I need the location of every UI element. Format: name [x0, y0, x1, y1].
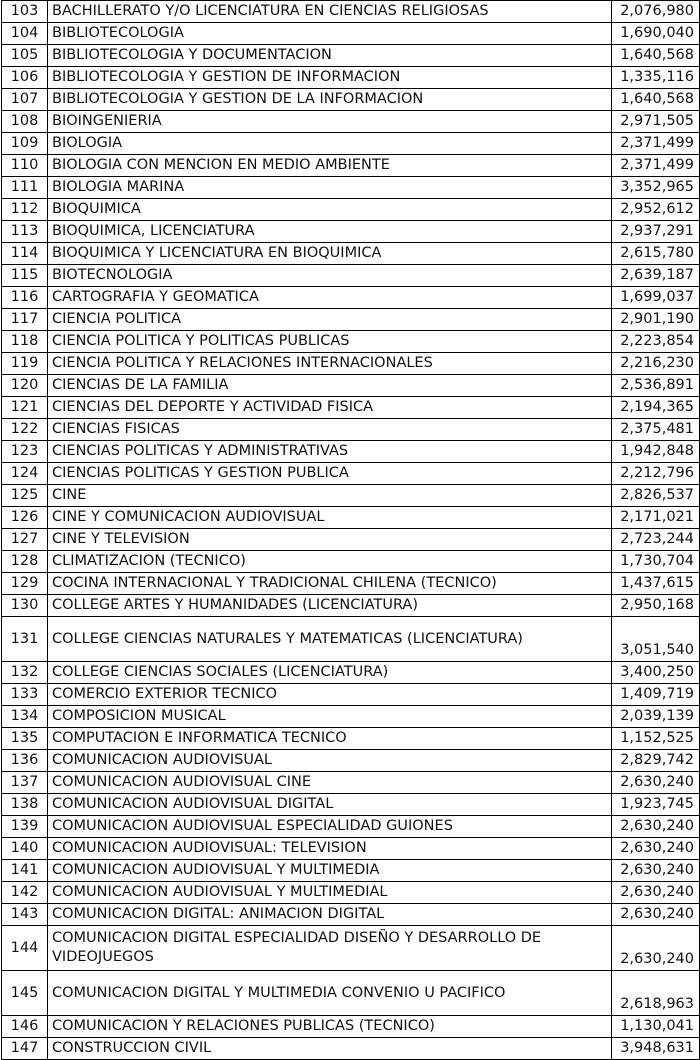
table-row — [2, 309, 700, 331]
program-name-cell: COCINA INTERNACIONAL Y TRADICIONAL CHILENA (TECNICO) — [48, 573, 612, 595]
table-row — [2, 1038, 700, 1060]
table-row — [2, 882, 700, 904]
table-row — [2, 904, 700, 926]
table-row — [2, 971, 700, 1016]
amount-cell: 1,640,568 — [612, 89, 700, 111]
table-row — [2, 331, 700, 353]
table-row — [2, 750, 700, 772]
row-number-cell: 132 — [2, 662, 48, 684]
table-row — [2, 177, 700, 199]
row-number-cell: 128 — [2, 551, 48, 573]
row-number-cell: 137 — [2, 772, 48, 794]
amount-cell: 1,730,704 — [612, 551, 700, 573]
program-name-cell: COMERCIO EXTERIOR TECNICO — [48, 684, 612, 706]
amount-cell: 3,948,631 — [612, 1038, 700, 1060]
table-row — [2, 794, 700, 816]
program-name-cell: COMUNICACION Y RELACIONES PUBLICAS (TECNICO) — [48, 1016, 612, 1038]
row-number-cell: 144 — [2, 926, 48, 971]
amount-cell: 1,152,525 — [612, 728, 700, 750]
row-number-cell: 140 — [2, 838, 48, 860]
program-name-cell: COMUNICACION AUDIOVISUAL Y MULTIMEDIA — [48, 860, 612, 882]
table-row — [2, 441, 700, 463]
amount-cell: 2,212,796 — [612, 463, 700, 485]
amount-cell: 2,216,230 — [612, 353, 700, 375]
table-row — [2, 463, 700, 485]
row-number-cell: 103 — [2, 1, 48, 23]
program-name-cell: COMUNICACION AUDIOVISUAL Y MULTIMEDIAL — [48, 882, 612, 904]
amount-cell: 1,130,041 — [612, 1016, 700, 1038]
amount-cell: 2,375,481 — [612, 419, 700, 441]
program-name-cell: CIENCIAS FISICAS — [48, 419, 612, 441]
amount-cell: 2,630,240 — [612, 882, 700, 904]
row-number-cell: 146 — [2, 1016, 48, 1038]
amount-cell: 1,699,037 — [612, 287, 700, 309]
table-row — [2, 684, 700, 706]
table-row — [2, 573, 700, 595]
row-number-cell: 110 — [2, 155, 48, 177]
careers-table — [1, 0, 700, 1060]
row-number-cell: 130 — [2, 595, 48, 617]
row-number-cell: 126 — [2, 507, 48, 529]
table-row — [2, 155, 700, 177]
table-row — [2, 67, 700, 89]
table-row — [2, 133, 700, 155]
row-number-cell: 145 — [2, 971, 48, 1016]
program-name-cell: COMUNICACION DIGITAL ESPECIALIDAD DISEÑO Y DESARROLLO DE VIDEOJUEGOS — [48, 926, 612, 971]
program-name-cell: BIBLIOTECOLOGIA Y GESTION DE LA INFORMACION — [48, 89, 612, 111]
program-name-cell: BIBLIOTECOLOGIA Y GESTION DE INFORMACION — [48, 67, 612, 89]
amount-cell: 2,039,139 — [612, 706, 700, 728]
row-number-cell: 104 — [2, 23, 48, 45]
table-row — [2, 617, 700, 662]
program-name-cell: BIOLOGIA CON MENCION EN MEDIO AMBIENTE — [48, 155, 612, 177]
row-number-cell: 127 — [2, 529, 48, 551]
program-name-cell: CLIMATIZACION (TECNICO) — [48, 551, 612, 573]
amount-cell: 2,630,240 — [612, 816, 700, 838]
program-name-cell: BIOQUIMICA — [48, 199, 612, 221]
program-name-cell: BIOQUIMICA, LICENCIATURA — [48, 221, 612, 243]
amount-cell: 2,630,240 — [612, 838, 700, 860]
row-number-cell: 119 — [2, 353, 48, 375]
row-number-cell: 122 — [2, 419, 48, 441]
amount-cell: 2,639,187 — [612, 265, 700, 287]
amount-cell: 2,630,240 — [612, 772, 700, 794]
row-number-cell: 116 — [2, 287, 48, 309]
table-row — [2, 926, 700, 971]
row-number-cell: 109 — [2, 133, 48, 155]
amount-cell: 2,971,505 — [612, 111, 700, 133]
table-row — [2, 1016, 700, 1038]
program-name-cell: COLLEGE ARTES Y HUMANIDADES (LICENCIATURA) — [48, 595, 612, 617]
amount-cell: 3,400,250 — [612, 662, 700, 684]
amount-cell: 1,942,848 — [612, 441, 700, 463]
row-number-cell: 114 — [2, 243, 48, 265]
amount-cell: 1,923,745 — [612, 794, 700, 816]
row-number-cell: 111 — [2, 177, 48, 199]
program-name-cell: CIENCIAS DE LA FAMILIA — [48, 375, 612, 397]
program-name-cell: COMUNICACION DIGITAL: ANIMACION DIGITAL — [48, 904, 612, 926]
row-number-cell: 106 — [2, 67, 48, 89]
program-name-cell: BIBLIOTECOLOGIA — [48, 23, 612, 45]
program-name-cell: BIBLIOTECOLOGIA Y DOCUMENTACION — [48, 45, 612, 67]
row-number-cell: 147 — [2, 1038, 48, 1060]
table-row — [2, 485, 700, 507]
table-row — [2, 595, 700, 617]
program-name-cell: COMUNICACION AUDIOVISUAL DIGITAL — [48, 794, 612, 816]
row-number-cell: 141 — [2, 860, 48, 882]
table-row — [2, 860, 700, 882]
program-name-cell: CIENCIA POLITICA Y RELACIONES INTERNACIONALES — [48, 353, 612, 375]
row-number-cell: 124 — [2, 463, 48, 485]
row-number-cell: 143 — [2, 904, 48, 926]
table-row — [2, 45, 700, 67]
program-name-cell: CIENCIA POLITICA Y POLITICAS PUBLICAS — [48, 331, 612, 353]
table-row — [2, 1, 700, 23]
row-number-cell: 142 — [2, 882, 48, 904]
amount-cell: 2,371,499 — [612, 133, 700, 155]
row-number-cell: 131 — [2, 617, 48, 662]
table-row — [2, 287, 700, 309]
table-row — [2, 728, 700, 750]
table-row — [2, 375, 700, 397]
row-number-cell: 136 — [2, 750, 48, 772]
amount-cell: 2,829,742 — [612, 750, 700, 772]
row-number-cell: 123 — [2, 441, 48, 463]
program-name-cell: BIOINGENIERIA — [48, 111, 612, 133]
amount-cell: 1,437,615 — [612, 573, 700, 595]
amount-cell: 2,223,854 — [612, 331, 700, 353]
amount-cell: 2,618,963 — [612, 971, 700, 1016]
table-row — [2, 243, 700, 265]
row-number-cell: 120 — [2, 375, 48, 397]
program-name-cell: CINE Y COMUNICACION AUDIOVISUAL — [48, 507, 612, 529]
row-number-cell: 112 — [2, 199, 48, 221]
table-row — [2, 89, 700, 111]
table-row — [2, 111, 700, 133]
amount-cell: 2,615,780 — [612, 243, 700, 265]
table-row — [2, 529, 700, 551]
amount-cell: 3,051,540 — [612, 617, 700, 662]
amount-cell: 2,371,499 — [612, 155, 700, 177]
amount-cell: 1,335,116 — [612, 67, 700, 89]
amount-cell: 2,901,190 — [612, 309, 700, 331]
amount-cell: 1,690,040 — [612, 23, 700, 45]
amount-cell: 2,937,291 — [612, 221, 700, 243]
program-name-cell: COMUNICACION AUDIOVISUAL — [48, 750, 612, 772]
amount-cell: 1,640,568 — [612, 45, 700, 67]
program-name-cell: CINE Y TELEVISION — [48, 529, 612, 551]
amount-cell: 2,630,240 — [612, 860, 700, 882]
amount-cell: 2,076,980 — [612, 1, 700, 23]
row-number-cell: 133 — [2, 684, 48, 706]
program-name-cell: CONSTRUCCION CIVIL — [48, 1038, 612, 1060]
row-number-cell: 107 — [2, 89, 48, 111]
program-name-cell: COMUNICACION AUDIOVISUAL CINE — [48, 772, 612, 794]
program-name-cell: COMUNICACION AUDIOVISUAL: TELEVISION — [48, 838, 612, 860]
program-name-cell: COLLEGE CIENCIAS NATURALES Y MATEMATICAS (LICENCIATURA) — [48, 617, 612, 662]
amount-cell: 2,171,021 — [612, 507, 700, 529]
amount-cell: 2,826,537 — [612, 485, 700, 507]
program-name-cell: CARTOGRAFIA Y GEOMATICA — [48, 287, 612, 309]
row-number-cell: 115 — [2, 265, 48, 287]
table-row — [2, 507, 700, 529]
row-number-cell: 129 — [2, 573, 48, 595]
program-name-cell: CIENCIAS DEL DEPORTE Y ACTIVIDAD FISICA — [48, 397, 612, 419]
program-name-cell: CIENCIAS POLITICAS Y GESTION PUBLICA — [48, 463, 612, 485]
amount-cell: 2,194,365 — [612, 397, 700, 419]
row-number-cell: 138 — [2, 794, 48, 816]
table-row — [2, 816, 700, 838]
row-number-cell: 125 — [2, 485, 48, 507]
program-name-cell: BIOLOGIA — [48, 133, 612, 155]
amount-cell: 2,950,168 — [612, 595, 700, 617]
table-row — [2, 662, 700, 684]
row-number-cell: 134 — [2, 706, 48, 728]
row-number-cell: 121 — [2, 397, 48, 419]
row-number-cell: 135 — [2, 728, 48, 750]
program-name-cell: COMPUTACION E INFORMATICA TECNICO — [48, 728, 612, 750]
row-number-cell: 118 — [2, 331, 48, 353]
amount-cell: 2,630,240 — [612, 904, 700, 926]
program-name-cell: BIOLOGIA MARINA — [48, 177, 612, 199]
table-row — [2, 23, 700, 45]
program-name-cell: CIENCIAS POLITICAS Y ADMINISTRATIVAS — [48, 441, 612, 463]
table-row — [2, 353, 700, 375]
amount-cell: 3,352,965 — [612, 177, 700, 199]
program-name-cell: COMPOSICION MUSICAL — [48, 706, 612, 728]
careers-table-body — [2, 1, 700, 1060]
table-row — [2, 419, 700, 441]
table-row — [2, 397, 700, 419]
amount-cell: 2,536,891 — [612, 375, 700, 397]
row-number-cell: 113 — [2, 221, 48, 243]
amount-cell: 2,630,240 — [612, 926, 700, 971]
program-name-cell: COMUNICACION AUDIOVISUAL ESPECIALIDAD GUIONES — [48, 816, 612, 838]
program-name-cell: BIOTECNOLOGIA — [48, 265, 612, 287]
table-row — [2, 838, 700, 860]
program-name-cell: COLLEGE CIENCIAS SOCIALES (LICENCIATURA) — [48, 662, 612, 684]
program-name-cell: BACHILLERATO Y/O LICENCIATURA EN CIENCIAS RELIGIOSAS — [48, 1, 612, 23]
row-number-cell: 117 — [2, 309, 48, 331]
amount-cell: 2,723,244 — [612, 529, 700, 551]
amount-cell: 1,409,719 — [612, 684, 700, 706]
row-number-cell: 139 — [2, 816, 48, 838]
table-row — [2, 706, 700, 728]
table-row — [2, 265, 700, 287]
table-row — [2, 551, 700, 573]
row-number-cell: 108 — [2, 111, 48, 133]
row-number-cell: 105 — [2, 45, 48, 67]
table-row — [2, 772, 700, 794]
table-row — [2, 199, 700, 221]
program-name-cell: BIOQUIMICA Y LICENCIATURA EN BIOQUIMICA — [48, 243, 612, 265]
amount-cell: 2,952,612 — [612, 199, 700, 221]
program-name-cell: CIENCIA POLITICA — [48, 309, 612, 331]
program-name-cell: COMUNICACION DIGITAL Y MULTIMEDIA CONVENIO U PACIFICO — [48, 971, 612, 1016]
table-row — [2, 221, 700, 243]
program-name-cell: CINE — [48, 485, 612, 507]
